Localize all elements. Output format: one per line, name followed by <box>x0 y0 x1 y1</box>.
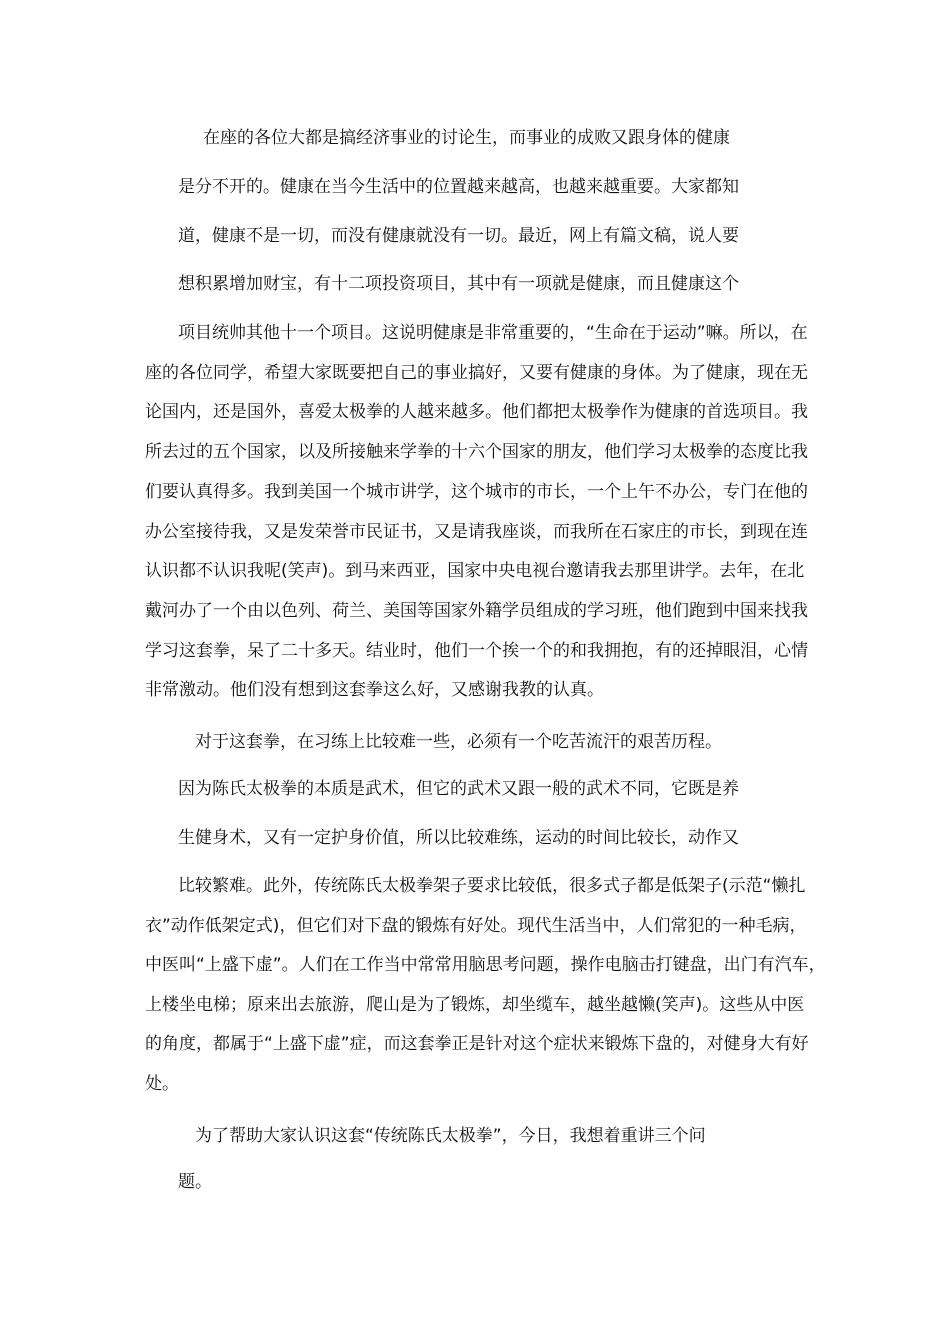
text-line: 想积累增加财宝，有十二项投资项目，其中有一项就是健康，而且健康这个 <box>178 274 739 294</box>
text-line: 比较繁难。此外，传统陈氏太极拳架子要求比较低，很多式子都是低架子(示范“懒扎 <box>178 876 806 896</box>
text-line: 因为陈氏太极拳的本质是武术，但它的武术又跟一般的武术不同，它既是养 <box>178 779 739 799</box>
text-line: 认识都不认识我呢(笑声)。到马来西亚，国家中央电视台邀请我去那里讲学。去年，在北 <box>145 561 805 581</box>
text-line: 的角度，都属于“上盛下虚”症，而这套拳正是针对这个症状来锻炼下盘的，对健身大有好 <box>145 1034 809 1054</box>
text-line: 非常激动。他们没有想到这套拳这么好，又感谢我教的认真。 <box>145 680 604 700</box>
text-line: 论国内，还是国外，喜爱太极拳的人越来越多。他们都把太极拳作为健康的首选项目。我 <box>145 402 808 422</box>
text-line: 处。 <box>145 1074 179 1094</box>
text-line: 是分不开的。健康在当今生活中的位置越来越高，也越来越重要。大家都知 <box>178 177 739 197</box>
text-line: 衣”动作低架定式)，但它们对下盘的锻炼有好处。现代生活当中，人们常犯的一种毛病， <box>145 916 807 936</box>
text-line: 所去过的五个国家，以及所接触来学拳的十六个国家的朋友，他们学习太极拳的态度比我 <box>145 442 808 462</box>
text-line: 道，健康不是一切，而没有健康就没有一切。最近，网上有篇文稿，说人要 <box>178 226 739 246</box>
text-line: 座的各位同学，希望大家既要把自己的事业搞好，又要有健康的身体。为了健康，现在无 <box>145 363 808 383</box>
text-line: 们要认真得多。我到美国一个城市讲学，这个城市的市长，一个上午不办公，专门在他的 <box>145 482 808 502</box>
text-line: 项目统帅其他十一个项目。这说明健康是非常重要的，“生命在于运动”嘛。所以，在 <box>178 323 808 343</box>
text-line: 办公室接待我，又是发荣誉市民证书，又是请我座谈，而我所在石家庄的市长，到现在连 <box>145 522 808 542</box>
text-line: 中医叫“上盛下虚”。人们在工作当中常常用脑思考问题，操作电脑击打键盘，出门有汽车， <box>145 955 826 975</box>
text-line: 学习这套拳，呆了二十多天。结业时，他们一个挨一个的和我拥抱，有的还掉眼泪，心情 <box>145 641 808 661</box>
text-line: 戴河办了一个由以色列、荷兰、美国等国家外籍学员组成的学习班，他们跑到中国来找我 <box>145 601 808 621</box>
text-line: 为了帮助大家认识这套“传统陈氏太极拳”，今日，我想着重讲三个问 <box>195 1126 706 1146</box>
text-line: 在座的各位大都是搞经济事业的讨论生，而事业的成败又跟身体的健康 <box>203 128 730 148</box>
text-line: 对于这套拳，在习练上比较难一些，必须有一个吃苦流汗的艰苦历程。 <box>195 732 722 752</box>
text-line: 题。 <box>178 1172 212 1192</box>
text-line: 生健身术，又有一定护身价值，所以比较难练，运动的时间比较长，动作又 <box>178 828 739 848</box>
text-line: 上楼坐电梯；原来出去旅游，爬山是为了锻炼，却坐缆车，越坐越懒(笑声)。这些从中医 <box>145 995 805 1015</box>
